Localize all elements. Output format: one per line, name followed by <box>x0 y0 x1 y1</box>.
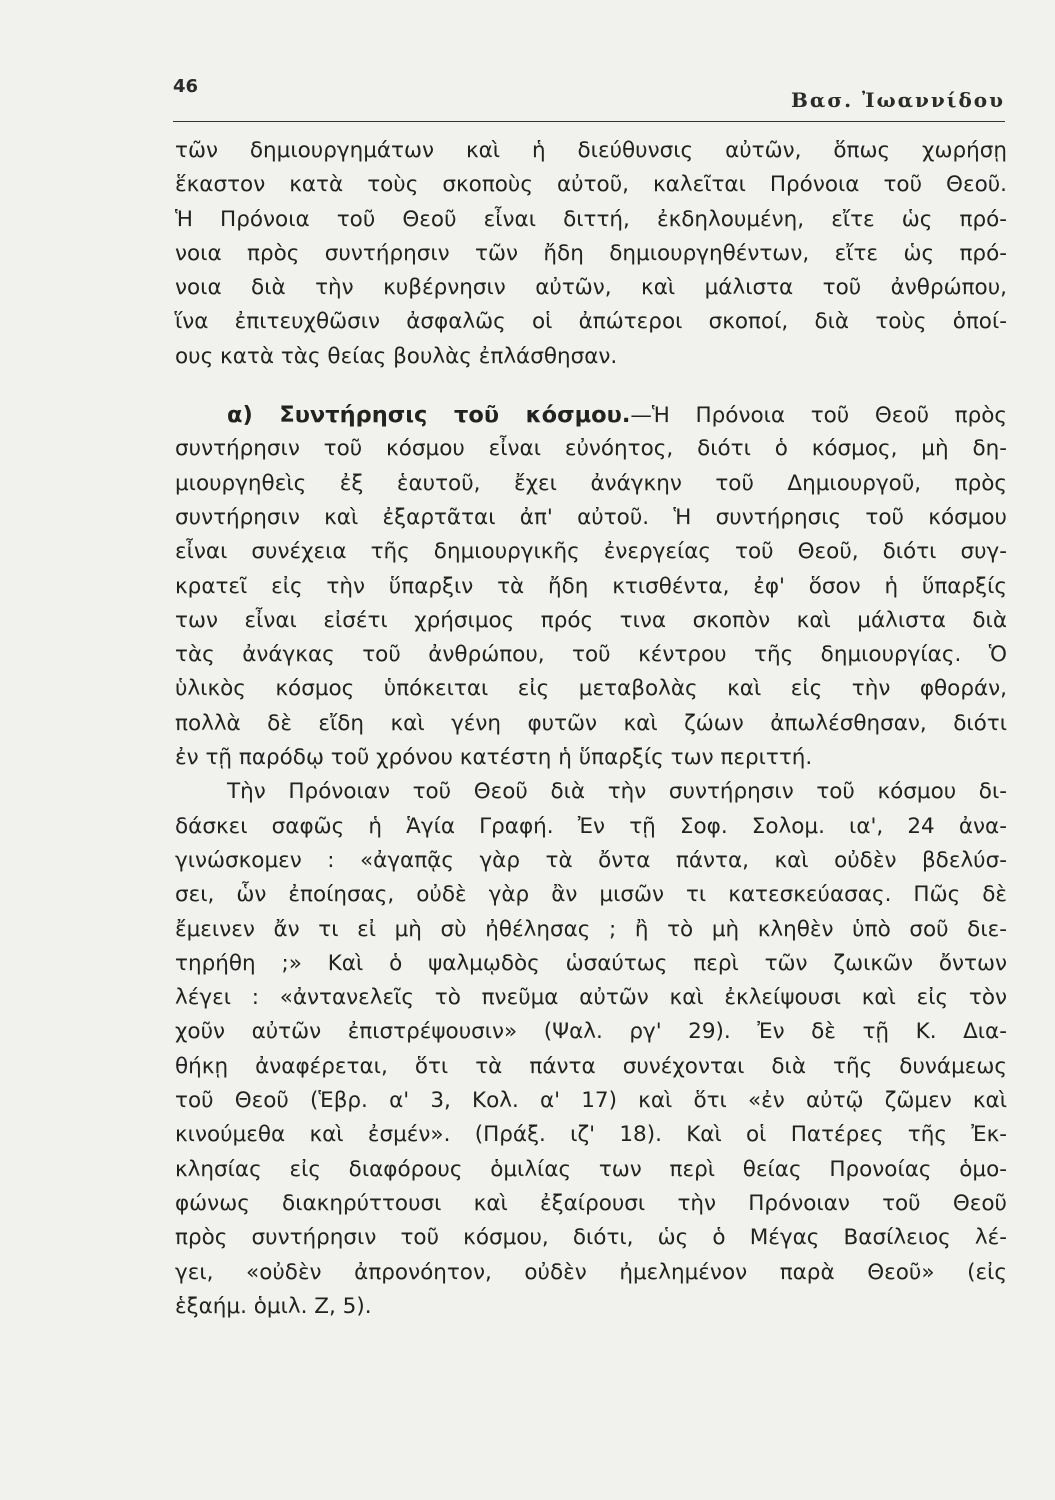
text-line: γινώσκομεν : «ἀγαπᾷς γὰρ τὰ ὄντα πάντα, καὶ οὐδὲν βδελύσ- <box>175 847 1007 873</box>
text-line: Τὴν Πρόνοιαν τοῦ Θεοῦ διὰ τὴν συντήρησιν τοῦ κόσμου δι- <box>227 779 1007 805</box>
text-line: πολλὰ δὲ εἴδη καὶ γένη φυτῶν καὶ ζώων ἀπωλέσθησαν, διότι <box>175 710 1007 736</box>
text-line: τὰς ἀνάγκας τοῦ ἀνθρώπου, τοῦ κέντρου τῆς δημιουργίας. Ὁ <box>175 642 1007 668</box>
paragraph-scripture-references <box>175 775 1007 1324</box>
section-first-line-text: —Ἡ Πρόνοια τοῦ Θεοῦ πρὸς <box>630 403 1007 429</box>
text-line: γει, «οὐδὲν ἀπρονόητον, οὐδὲν ἠμελημένον παρὰ Θεοῦ» (εἰς <box>175 1259 1007 1285</box>
text-line: Ἡ Πρόνοια τοῦ Θεοῦ εἶναι διττή, ἐκδηλουμένη, εἴτε ὡς πρό- <box>175 206 1007 232</box>
text-line: εἶναι συνέχεια τῆς δημιουργικῆς ἐνεργείας τοῦ Θεοῦ, διότι συγ- <box>175 539 1007 565</box>
text-line: κλησίας εἰς διαφόρους ὁμιλίας των περὶ θείας Προνοίας ὁμο- <box>175 1156 1007 1182</box>
page-header <box>173 74 1005 118</box>
paragraph-providence-definition <box>175 134 1007 374</box>
text-line: νοια διὰ τὴν κυβέρνησιν αὐτῶν, καὶ μάλιστα τοῦ ἀνθρώπου, <box>175 275 1007 301</box>
text-line: ἵνα ἐπιτευχθῶσιν ἀσφαλῶς οἱ ἀπώτεροι σκοποί, διὰ τοὺς ὁποί- <box>175 309 1007 335</box>
paragraph-gap <box>175 374 1007 398</box>
running-head: Βασ. Ἰωαννίδου <box>791 88 1005 112</box>
text-line: ἐν τῇ παρόδῳ τοῦ χρόνου κατέστη ἡ ὕπαρξίς των περιττή. <box>175 745 813 771</box>
text-line: κρατεῖ εἰς τὴν ὕπαρξιν τὰ ἤδη κτισθέντα, ἐφ' ὅσον ἡ ὕπαρξίς <box>175 573 1007 599</box>
text-line: συντήρησιν τοῦ κόσμου εἶναι εὐνόητος, διότι ὁ κόσμος, μὴ δη- <box>175 436 1007 462</box>
text-line: ους κατὰ τὰς θείας βουλὰς ἐπλάσθησαν. <box>175 343 618 369</box>
text-line: ἑξαήμ. ὁμιλ. Ζ, 5). <box>175 1293 372 1319</box>
text-line: χοῦν αὐτῶν ἐπιστρέψουσιν» (Ψαλ. ργ' 29). Ἐν δὲ τῇ Κ. Δια- <box>175 1019 1007 1045</box>
text-line: φώνως διακηρύττουσι καὶ ἐξαίρουσι τὴν Πρόνοιαν τοῦ Θεοῦ <box>175 1190 1007 1216</box>
text-line: συντήρησιν καὶ ἐξαρτᾶται ἀπ' αὐτοῦ. Ἡ συντήρησις τοῦ κόσμου <box>175 504 1007 530</box>
section-preservation-of-world <box>175 398 1007 775</box>
text-line: ὑλικὸς κόσμος ὑπόκειται εἰς μεταβολὰς καὶ εἰς τὴν φθοράν, <box>175 676 1007 702</box>
text-line: δάσκει σαφῶς ἡ Ἁγία Γραφή. Ἐν τῇ Σοφ. Σολομ. ια', 24 ἀνα- <box>175 813 1007 839</box>
text-line: θήκῃ ἀναφέρεται, ὅτι τὰ πάντα συνέχονται διὰ τῆς δυνάμεως <box>175 1053 1007 1079</box>
section-title: α) Συντήρησις τοῦ κόσμου. <box>227 402 631 429</box>
text-line: κινούμεθα καὶ ἐσμέν». (Πράξ. ιζ' 18). Καὶ οἱ Πατέρες τῆς Ἐκ- <box>175 1122 1007 1148</box>
text-line: τοῦ Θεοῦ (Ἑβρ. α' 3, Κολ. α' 17) καὶ ὅτι «ἐν αὐτῷ ζῶμεν καὶ <box>175 1088 1007 1114</box>
header-rule <box>173 121 1005 122</box>
text-line: μιουργηθεὶς ἐξ ἑαυτοῦ, ἔχει ἀνάγκην τοῦ Δημιουργοῦ, πρὸς <box>175 470 1007 496</box>
text-line: τηρήθη ;» Καὶ ὁ ψαλμῳδὸς ὡσαύτως περὶ τῶν ζωικῶν ὄντων <box>175 950 1007 976</box>
text-line: των εἶναι εἰσέτι χρήσιμος πρός τινα σκοπὸν καὶ μάλιστα διὰ <box>175 607 1007 633</box>
text-line: σει, ὧν ἐποίησας, οὐδὲ γὰρ ἂν μισῶν τι κατεσκεύασας. Πῶς δὲ <box>175 882 1007 908</box>
page-number: 46 <box>173 76 199 97</box>
text-line: ἔμεινεν ἄν τι εἰ μὴ σὺ ἠθέλησας ; ἢ τὸ μὴ κληθὲν ὑπὸ σοῦ διε- <box>175 916 1007 942</box>
section-first-line <box>175 398 1007 432</box>
text-line: λέγει : «ἀντανελεῖς τὸ πνεῦμα αὐτῶν καὶ ἐκλείψουσι καὶ εἰς τὸν <box>175 985 1007 1011</box>
text-line: νοια πρὸς συντήρησιν τῶν ἤδη δημιουργηθέντων, εἴτε ὡς πρό- <box>175 240 1007 266</box>
text-line: ἕκαστον κατὰ τοὺς σκοποὺς αὐτοῦ, καλεῖται Πρόνοια τοῦ Θεοῦ. <box>175 172 1007 198</box>
body-text <box>175 134 1007 1324</box>
text-line: πρὸς συντήρησιν τοῦ κόσμου, διότι, ὡς ὁ Μέγας Βασίλειος λέ- <box>175 1225 1007 1251</box>
text-line: τῶν δημιουργημάτων καὶ ἡ διεύθυνσις αὐτῶν, ὅπως χωρήσῃ <box>175 138 1007 163</box>
